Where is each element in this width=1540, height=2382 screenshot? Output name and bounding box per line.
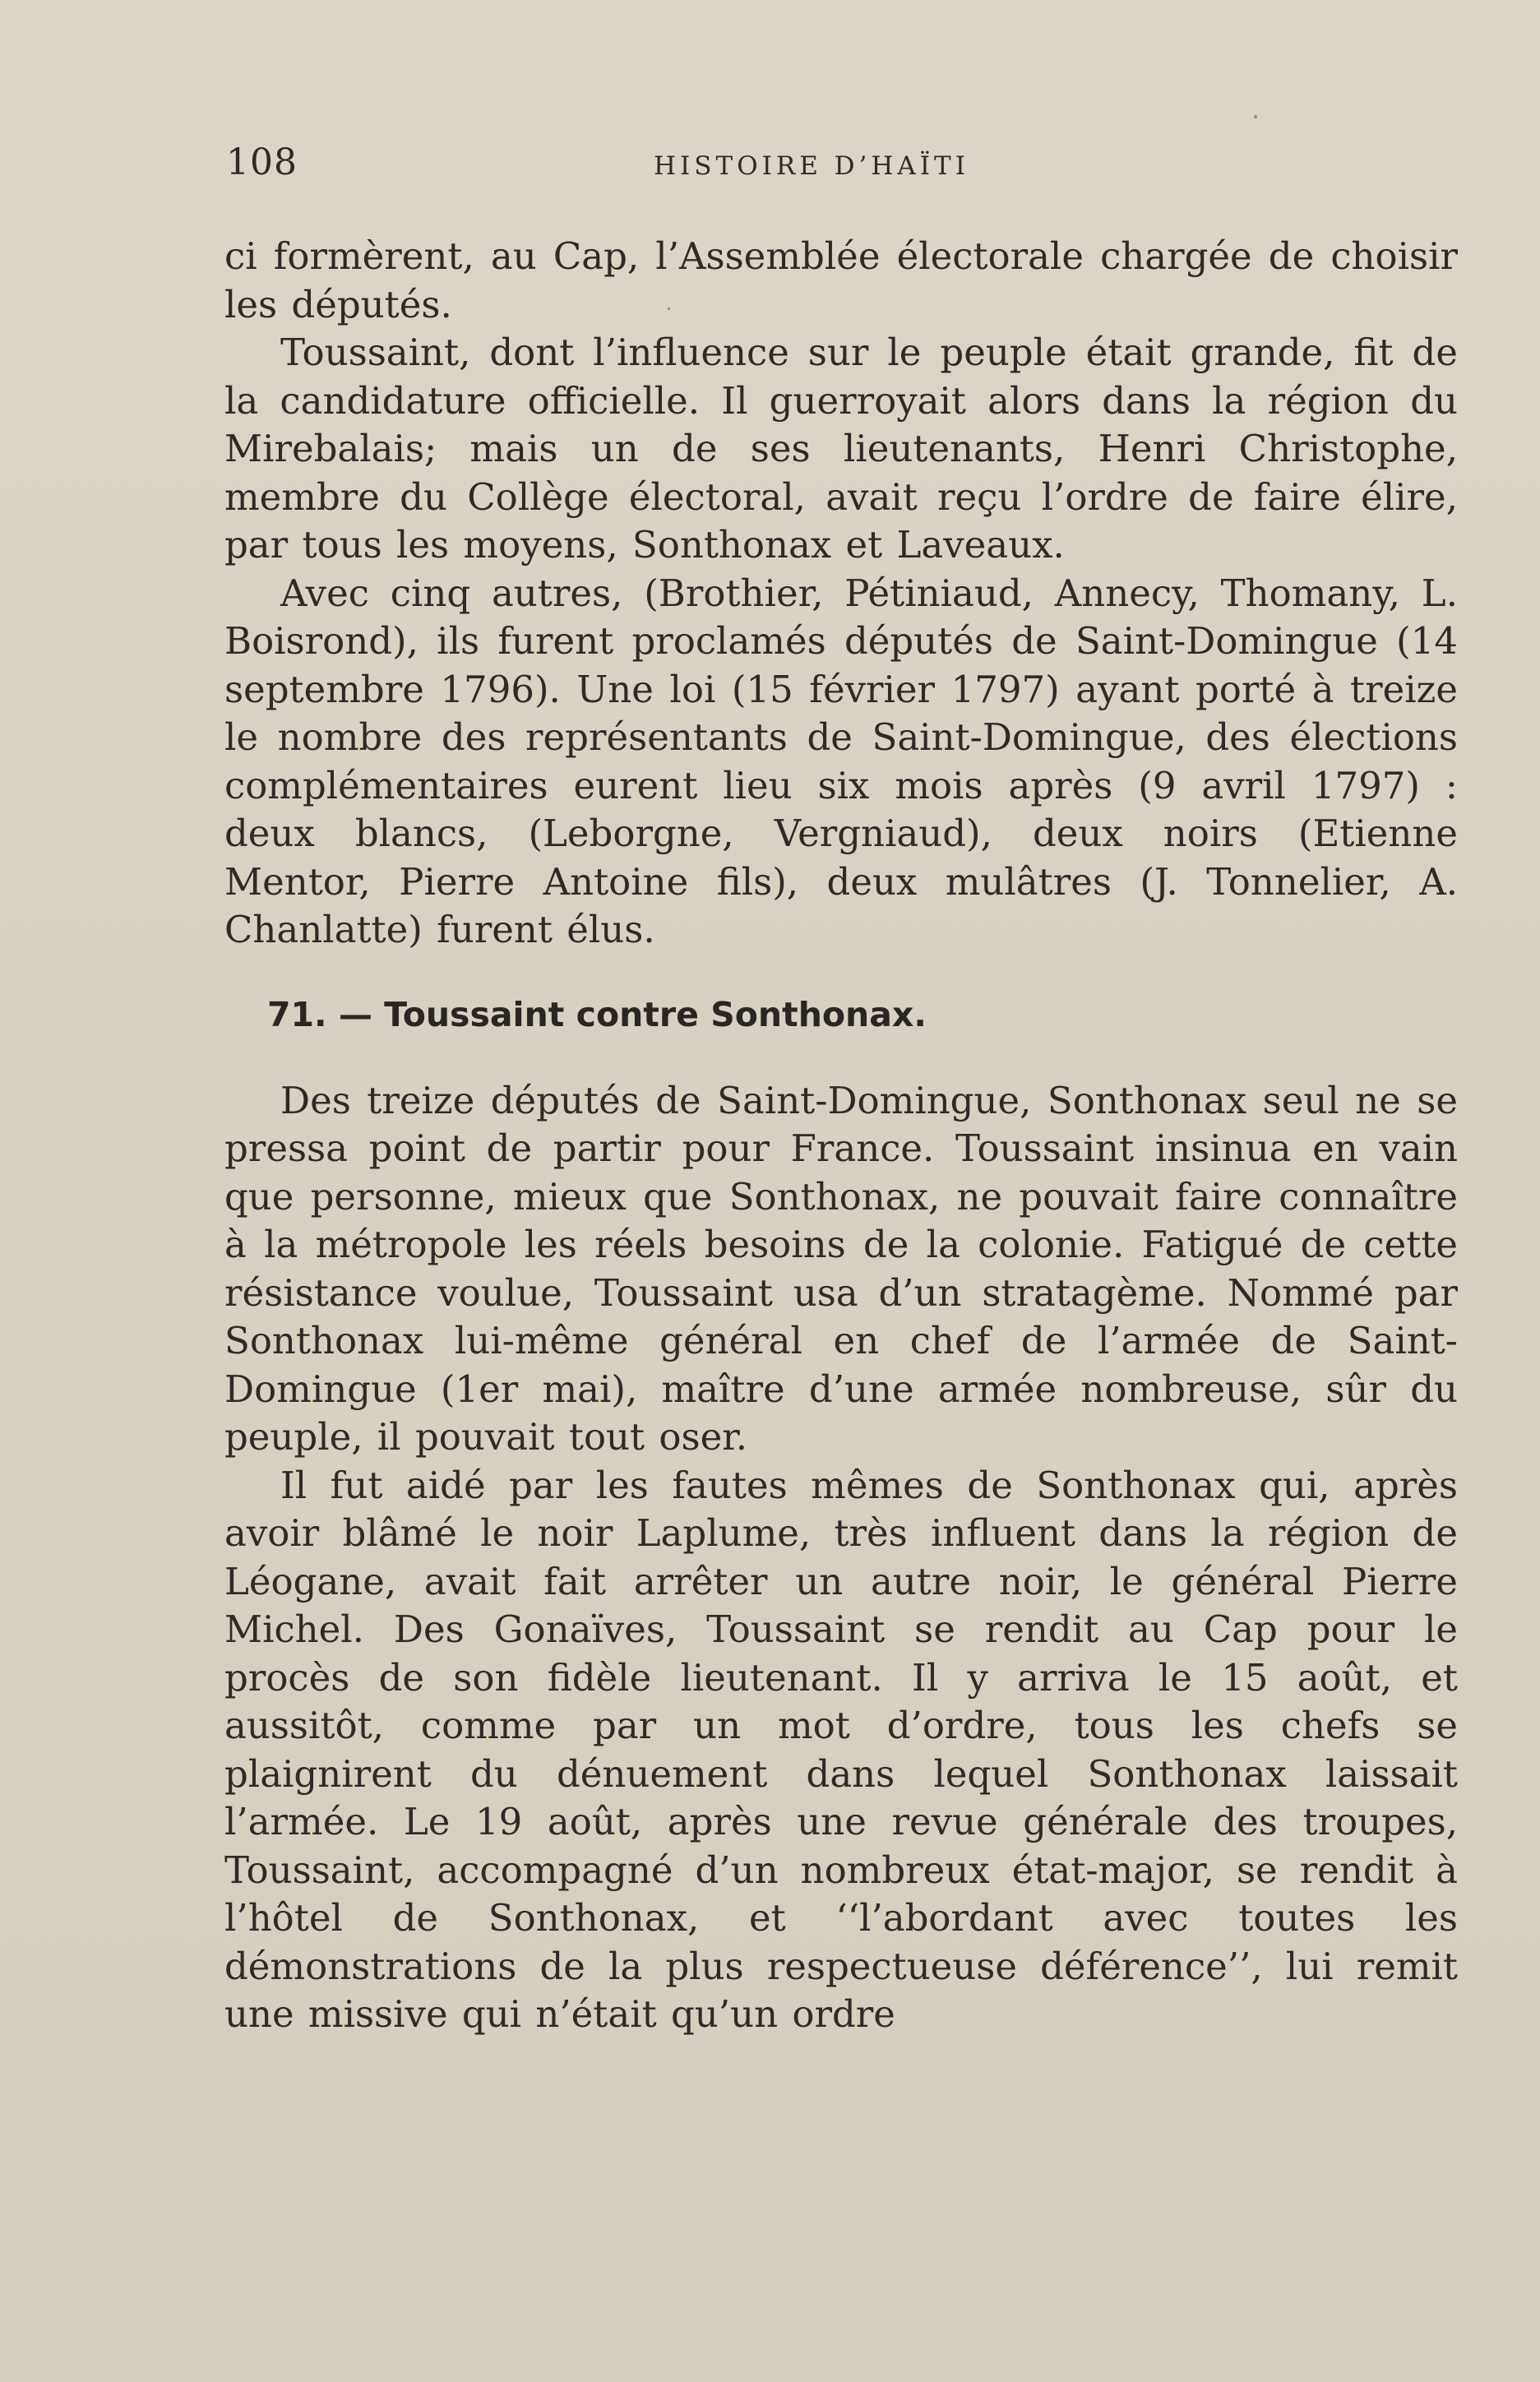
paragraph: Des treize députés de Saint-Domingue, Sonthonax seul ne se pressa point de partir pour France. Toussaint insinua en vain que personne, mieux que Sonthonax, ne pouvait faire connaître à la métropole les réels besoins de la colonie. Fatigué de cette résistance voulue, Toussaint usa d’un stratagème. Nommé par Sonthonax lui-même général en chef de l’armée de Saint-Domingue (1er mai), maître d’une armée nombreuse, sûr du peuple, il pouvait tout oser. — [224, 1078, 1458, 1459]
body-text — [224, 233, 1458, 2039]
paragraph: Toussaint, dont l’influence sur le peuple était grande, fit de la candidature officielle. Il guerroyait alors dans la région du Mirebalais; mais un de ses lieutenants, Henri Christophe, membre du Collège électoral, avait reçu l’ordre de faire élire, par tous les moyens, Sonthonax et Laveaux. — [224, 331, 1458, 567]
section-heading: 71. — Toussaint contre Sonthonax. — [267, 994, 927, 1034]
paper-speck — [1254, 115, 1257, 118]
paragraph: Avec cinq autres, (Brothier, Pétiniaud, Annecy, Thomany, L. Boisrond), ils furent proclamés députés de Saint-Domingue (14 septembre 1796). Une loi (15 février 1797) ayant porté à treize le nombre des représentants de Saint-Domingue, des élections complémentaires eurent lieu six mois après (9 avril 1797) : deux blancs, (Leborgne, Vergniaud), deux noirs (Etienne Mentor, Pierre Antoine fils), deux mulâtres (J. Tonnelier, A. Chanlatte) furent élus. — [224, 571, 1458, 951]
page-number: 108 — [226, 141, 298, 183]
running-title: HISTOIRE D’HAÏTI — [654, 151, 969, 181]
paragraph: ci formèrent, au Cap, l’Assemblée électorale chargée de choisir les députés. — [224, 234, 1458, 326]
paper-speck — [668, 308, 670, 310]
paragraph: Il fut aidé par les fautes mêmes de Sonthonax qui, après avoir blâmé le noir Laplume, très influent dans la région de Léogane, avait fait arrêter un autre noir, le général Pierre Michel. Des Gonaïves, Toussaint se rendit au Cap pour le procès de son fidèle lieutenant. Il y arriva le 15 août, et aussitôt, comme par un mot d’ordre, tous les chefs se plaignirent du dénuement dans lequel Sonthonax laissait l’armée. Le 19 août, après une revue générale des troupes, Toussaint, accompagné d’un nombreux état-major, se rendit à l’hôtel de Sonthonax, et ‘‘l’abordant avec toutes les démonstrations de la plus respectueuse déférence’’, lui remit une missive qui n’était qu’un ordre — [224, 1463, 1458, 2036]
page-header — [226, 138, 1459, 187]
